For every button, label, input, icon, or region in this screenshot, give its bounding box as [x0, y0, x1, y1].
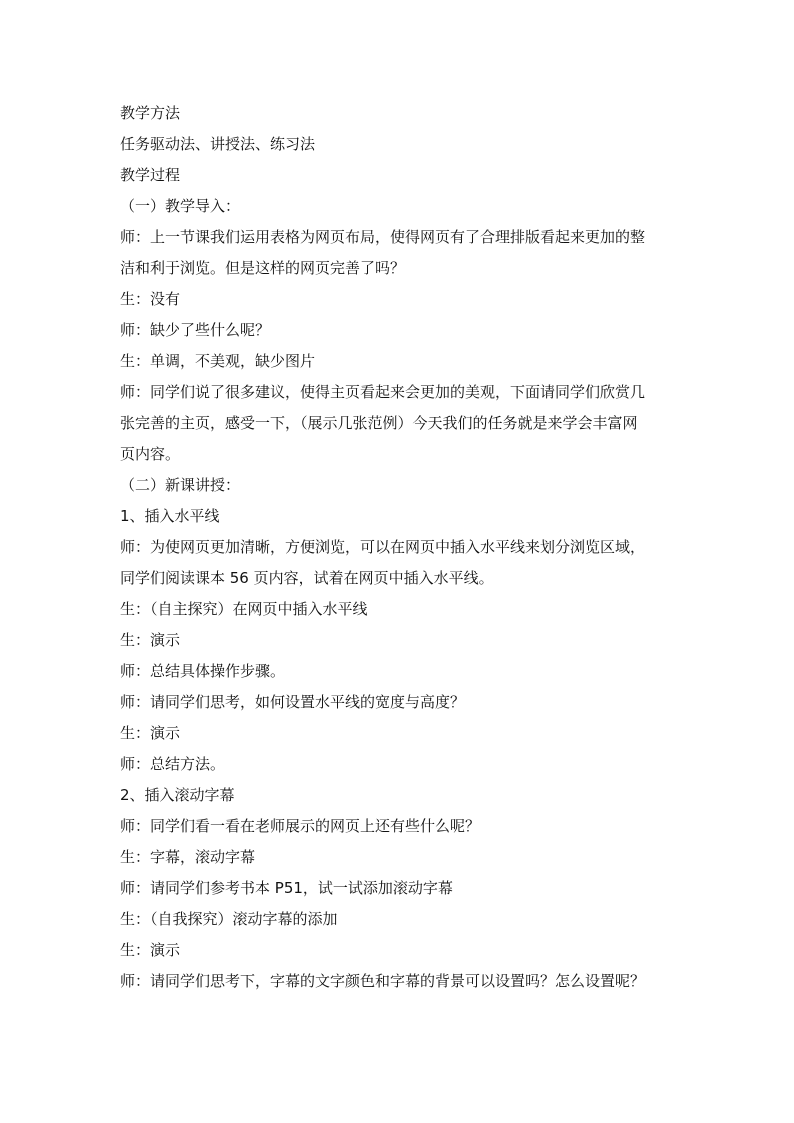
text-line: 师：请同学们参考书本 P51，试一试添加滚动字幕 [120, 879, 453, 897]
text-line: 生：演示 [120, 941, 181, 959]
document-body [120, 98, 676, 997]
text-line: 师：请同学们思考，如何设置水平线的宽度与高度？ [120, 693, 466, 711]
text-line: 张完善的主页，感受一下，（展示几张范例）今天我们的任务就是来学会丰富网 [120, 414, 638, 432]
text-line: 师：总结具体操作步骤。 [120, 662, 286, 680]
text-line: 生：（自主探究）在网页中插入水平线 [120, 600, 368, 618]
topic-heading-marquee: 2、插入滚动字幕 [120, 786, 235, 804]
text-line: 师：总结方法。 [120, 755, 226, 773]
subsection-heading-intro: （一）教学导入： [120, 197, 241, 215]
text-line: 生：（自我探究）滚动字幕的添加 [120, 910, 338, 928]
text-line: 师：上一节课我们运用表格为网页布局，使得网页有了合理排版看起来更加的整 [120, 228, 646, 246]
text-line: 师：为使网页更加清晰，方便浏览，可以在网页中插入水平线来划分浏览区域， [120, 538, 646, 556]
text-line: 生：演示 [120, 724, 181, 742]
text-line: 师：同学们说了很多建议，使得主页看起来会更加的美观，下面请同学们欣赏几 [120, 383, 646, 401]
text-line: 生：演示 [120, 631, 181, 649]
subsection-heading-lecture: （二）新课讲授： [120, 476, 241, 494]
section-heading-method: 教学方法 [120, 104, 181, 122]
text-line: 师：请同学们思考下，字幕的文字颜色和字幕的背景可以设置吗？怎么设置呢？ [120, 972, 646, 990]
text-line: 生：没有 [120, 290, 181, 308]
text-line: 同学们阅读课本 56 页内容，试着在网页中插入水平线。 [120, 569, 494, 587]
text-line: 洁和利于浏览。但是这样的网页完善了吗？ [120, 259, 406, 277]
section-heading-process: 教学过程 [120, 166, 181, 184]
text-line: 生：字幕，滚动字幕 [120, 848, 256, 866]
topic-heading-horizontal-rule: 1、插入水平线 [120, 507, 220, 525]
text-line: 师：同学们看一看在老师展示的网页上还有些什么呢？ [120, 817, 481, 835]
text-line: 师：缺少了些什么呢？ [120, 321, 271, 339]
text-line: 任务驱动法、讲授法、练习法 [120, 135, 316, 153]
text-line: 生：单调，不美观，缺少图片 [120, 352, 316, 370]
text-line: 页内容。 [120, 445, 181, 463]
